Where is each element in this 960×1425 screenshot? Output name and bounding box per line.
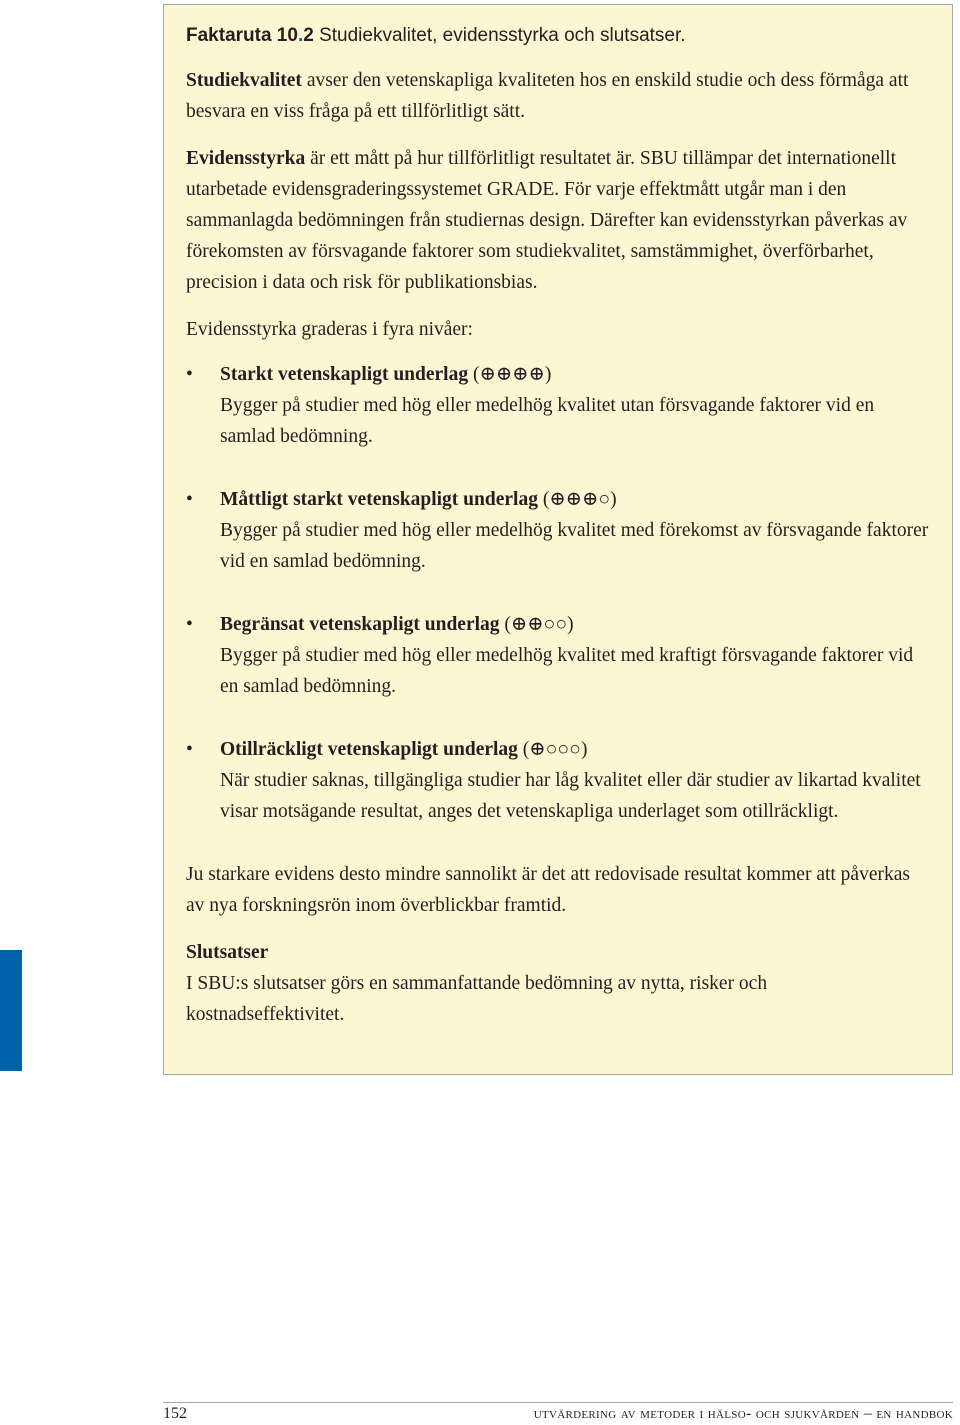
level-description: Bygger på studier med hög eller medelhög kvalitet utan försvagande faktorer vid en samlad bedömning. xyxy=(220,395,875,447)
level-name: Starkt vetenskapligt underlag xyxy=(220,364,469,385)
chapter-side-tab xyxy=(0,950,22,1071)
evidence-level-item xyxy=(186,609,930,702)
conclusions-section xyxy=(186,937,930,1030)
evidence-level-item xyxy=(186,484,930,577)
evidence-level-item xyxy=(186,359,930,452)
evidence-strength-paragraph: Evidensstyrka är ett mått på hur tillförlitligt resultatet är. SBU tillämpar det internationellt utarbetade evidensgraderingssystemet GRADE. För varje effektmått utgår man i den sammanlagda bedömningen från studiernas design. Därefter kan evidensstyrkan påverkas av förekomsten av försvagande faktorer som studiekvalitet, samstämmighet, överförbarhet, precision i data och risk för publikationsbias. xyxy=(186,148,908,293)
level-name: Måttligt starkt vetenskapligt underlag xyxy=(220,489,538,510)
evidence-strength-term: Evidensstyrka xyxy=(186,148,306,169)
bullet-icon: • xyxy=(186,489,193,510)
level-symbols: (⊕○○○) xyxy=(522,739,588,760)
level-symbols: (⊕⊕⊕⊕) xyxy=(472,364,552,385)
level-description: När studier saknas, tillgängliga studier har låg kvalitet eller där studier av likartad kvalitet visar motsägande resultat, anges det vetenskapliga underlaget som otillräckligt. xyxy=(220,770,921,822)
fact-box-title xyxy=(186,23,930,49)
level-symbols: (⊕⊕⊕○) xyxy=(542,489,617,510)
study-quality-term: Studiekvalitet xyxy=(186,70,302,91)
study-quality-paragraph: Studiekvalitet avser den vetenskapliga kvaliteten hos en enskild studie och dess förmåga att besvara en viss fråga på ett tillförlitligt sätt. xyxy=(186,70,909,122)
running-title: utvärdering av metoder i hälso- och sjukvården – en handbok xyxy=(533,1405,953,1422)
fact-box xyxy=(163,4,953,1075)
conclusions-heading: Slutsatser xyxy=(186,942,269,963)
page-number: 152 xyxy=(163,1405,187,1422)
conclusions-text: I SBU:s slutsatser görs en sammanfattande bedömning av nytta, risker och kostnadseffektivitet. xyxy=(186,973,768,1025)
bullet-icon: • xyxy=(186,739,193,760)
evidence-levels-list xyxy=(186,359,930,827)
bullet-icon: • xyxy=(186,614,193,635)
level-name: Begränsat vetenskapligt underlag xyxy=(220,614,500,635)
level-name: Otillräckligt vetenskapligt underlag xyxy=(220,739,518,760)
fact-box-number: Faktaruta 10.2 xyxy=(186,25,314,46)
bullet-icon: • xyxy=(186,364,193,385)
level-description: Bygger på studier med hög eller medelhög kvalitet med förekomst av försvagande faktorer vid en samlad bedömning. xyxy=(220,520,929,572)
evidence-level-item xyxy=(186,734,930,827)
level-symbols: (⊕⊕○○) xyxy=(504,614,574,635)
levels-intro: Evidensstyrka graderas i fyra nivåer: xyxy=(186,319,473,340)
level-description: Bygger på studier med hög eller medelhög kvalitet med kraftigt försvagande faktorer vid en samlad bedömning. xyxy=(220,645,914,697)
footer-divider xyxy=(163,1402,953,1403)
summary-paragraph: Ju starkare evidens desto mindre sannolikt är det att redovisade resultat kommer att påverkas av nya forskningsrön inom överblickbar framtid. xyxy=(186,864,910,916)
fact-box-heading: Studiekvalitet, evidensstyrka och slutsatser. xyxy=(313,25,686,46)
